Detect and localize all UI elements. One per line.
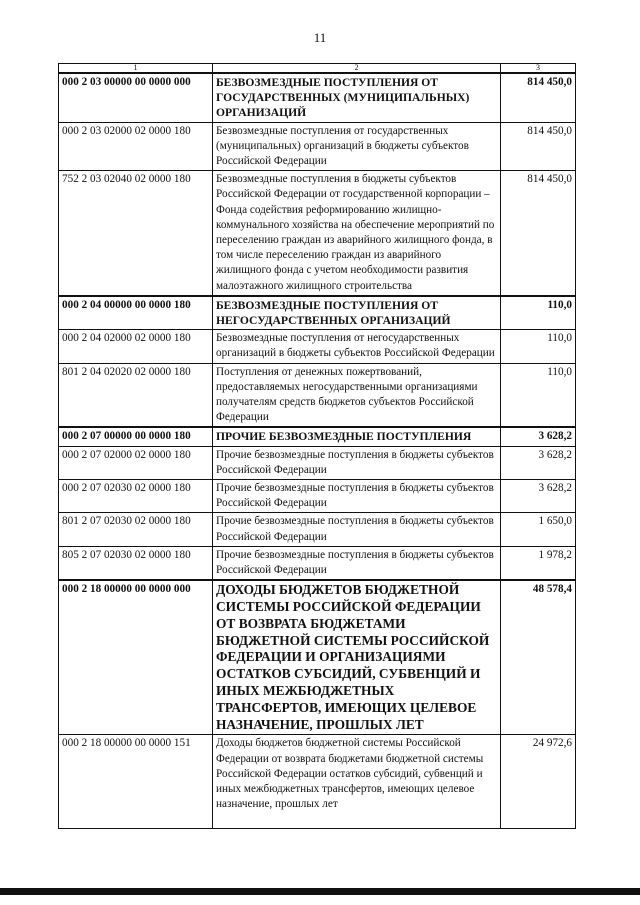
row-code: 752 2 03 02040 02 0000 180 <box>59 171 213 296</box>
row-amount: 814 450,0 <box>501 122 576 171</box>
row-name: Прочие безвозмездные поступления в бюджеты субъектов Российской Федерации <box>213 546 501 580</box>
row-name: Безвозмездные поступления от негосударственных организаций в бюджеты субъектов Российской Федерации <box>213 330 501 363</box>
row-code: 805 2 07 02030 02 0000 180 <box>59 546 213 580</box>
column-number-3: 3 <box>501 64 576 74</box>
table-row <box>59 427 576 446</box>
table-row <box>59 446 576 479</box>
row-amount: 3 628,2 <box>501 427 576 446</box>
row-name: Безвозмездные поступления в бюджеты субъектов Российской Федерации от государственной корпорации – Фонда содействия реформированию жилищно-коммунального хозяйства на обеспечение мероприятий по переселению граждан из аварийного жилищного фонда, в том числе переселению граждан из аварийного жилищного фонда с учетом необходимости развития малоэтажного жилищного строительства <box>213 171 501 296</box>
row-amount: 110,0 <box>501 363 576 427</box>
row-name: Безвозмездные поступления от государственных (муниципальных) организаций в бюджеты субъектов Российской Федерации <box>213 122 501 171</box>
table-row <box>59 171 576 296</box>
row-code: 000 2 07 02000 02 0000 180 <box>59 446 213 479</box>
row-amount: 3 628,2 <box>501 446 576 479</box>
row-code: 000 2 07 02030 02 0000 180 <box>59 480 213 513</box>
table-row <box>59 122 576 171</box>
budget-table <box>58 63 576 829</box>
row-code: 000 2 03 00000 00 0000 000 <box>59 73 213 122</box>
column-number-2: 2 <box>213 64 501 74</box>
table-row <box>59 330 576 363</box>
row-amount: 814 450,0 <box>501 171 576 296</box>
column-number-row <box>59 64 576 74</box>
row-amount: 3 628,2 <box>501 480 576 513</box>
table-row <box>59 546 576 580</box>
bottom-rule <box>0 888 640 895</box>
row-code: 801 2 07 02030 02 0000 180 <box>59 513 213 546</box>
table-row <box>59 296 576 330</box>
table-row <box>59 513 576 546</box>
row-code: 000 2 03 02000 02 0000 180 <box>59 122 213 171</box>
row-code: 000 2 18 00000 00 0000 151 <box>59 735 213 829</box>
row-amount: 110,0 <box>501 296 576 330</box>
row-amount: 48 578,4 <box>501 580 576 735</box>
row-code: 000 2 07 00000 00 0000 180 <box>59 427 213 446</box>
row-code: 801 2 04 02020 02 0000 180 <box>59 363 213 427</box>
row-amount: 24 972,6 <box>501 735 576 829</box>
row-amount: 1 650,0 <box>501 513 576 546</box>
row-name: Прочие безвозмездные поступления в бюджеты субъектов Российской Федерации <box>213 513 501 546</box>
page-number: 11 <box>313 30 327 45</box>
row-name: Прочие безвозмездные поступления в бюджеты субъектов Российской Федерации <box>213 480 501 513</box>
row-name: Поступления от денежных пожертвований, предоставляемых негосударственными организациями получателям средств бюджетов субъектов Российской Федерации <box>213 363 501 427</box>
row-name: Доходы бюджетов бюджетной системы Российской Федерации от возврата бюджетами бюджетной системы Российской Федерации остатков субсидий, субвенций и иных межбюджетных трансфертов, имеющих целевое назначение, прошлых лет <box>213 735 501 829</box>
row-name: БЕЗВОЗМЕЗДНЫЕ ПОСТУПЛЕНИЯ ОТ НЕГОСУДАРСТВЕННЫХ ОРГАНИЗАЦИЙ <box>213 296 501 330</box>
column-number-1: 1 <box>59 64 213 74</box>
row-name: БЕЗВОЗМЕЗДНЫЕ ПОСТУПЛЕНИЯ ОТ ГОСУДАРСТВЕННЫХ (МУНИЦИПАЛЬНЫХ) ОРГАНИЗАЦИЙ <box>213 73 501 122</box>
row-name: ПРОЧИЕ БЕЗВОЗМЕЗДНЫЕ ПОСТУПЛЕНИЯ <box>213 427 501 446</box>
row-code: 000 2 18 00000 00 0000 000 <box>59 580 213 735</box>
row-amount: 1 978,2 <box>501 546 576 580</box>
table-row <box>59 73 576 122</box>
row-amount: 110,0 <box>501 330 576 363</box>
row-code: 000 2 04 00000 00 0000 180 <box>59 296 213 330</box>
row-code: 000 2 04 02000 02 0000 180 <box>59 330 213 363</box>
table-row <box>59 735 576 829</box>
table-row <box>59 363 576 427</box>
table-row <box>59 480 576 513</box>
row-amount: 814 450,0 <box>501 73 576 122</box>
table-row <box>59 580 576 735</box>
row-name: ДОХОДЫ БЮДЖЕТОВ БЮДЖЕТНОЙ СИСТЕМЫ РОССИЙСКОЙ ФЕДЕРАЦИИ ОТ ВОЗВРАТА БЮДЖЕТАМИ БЮДЖЕТНОЙ СИСТЕМЫ РОССИЙСКОЙ ФЕДЕРАЦИИ И ОРГАНИЗАЦИЯМИ ОСТАТКОВ СУБСИДИЙ, СУБВЕНЦИЙ И ИНЫХ МЕЖБЮДЖЕТНЫХ ТРАНСФЕРТОВ, ИМЕЮЩИХ ЦЕЛЕВОЕ НАЗНАЧЕНИЕ, ПРОШЛЫХ ЛЕТ <box>213 580 501 735</box>
row-name: Прочие безвозмездные поступления в бюджеты субъектов Российской Федерации <box>213 446 501 479</box>
